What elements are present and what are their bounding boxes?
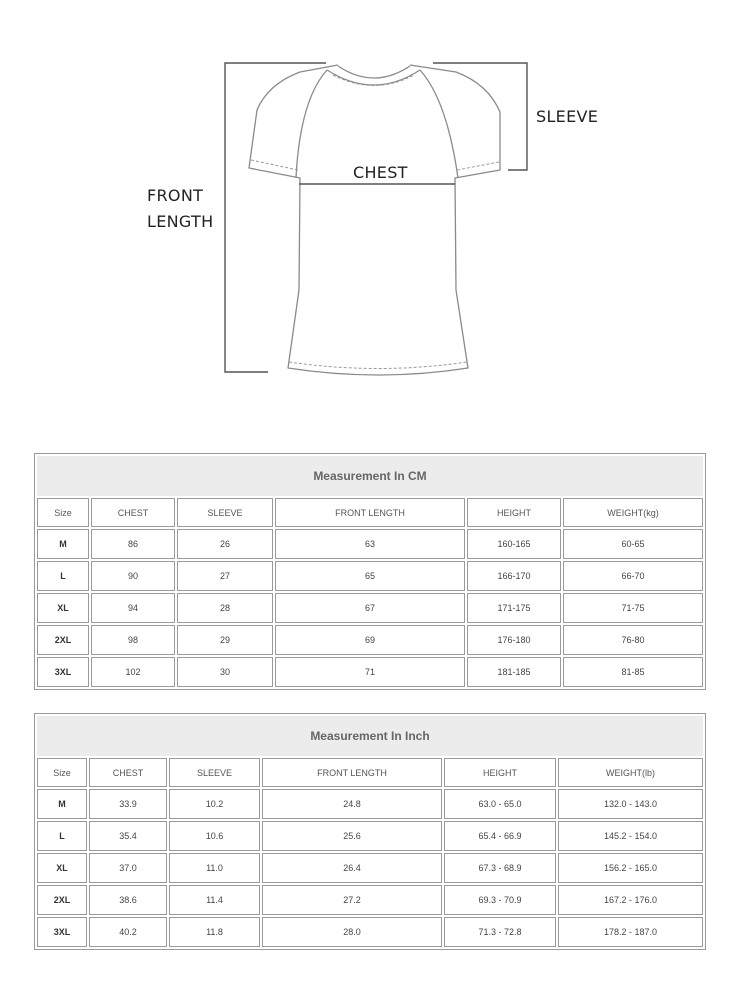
column-header: FRONT LENGTH [275,498,465,527]
table-cell: 11.8 [169,917,260,947]
front-length-label: FRONT LENGTH [147,186,214,231]
table-cell: 76-80 [563,625,703,655]
table-cell: 28 [177,593,273,623]
column-header: WEIGHT(kg) [563,498,703,527]
table-cell: 35.4 [89,821,167,851]
table-cell: 11.0 [169,853,260,883]
table-cell: 90 [91,561,175,591]
size-cell: L [37,561,89,591]
table-cell: 167.2 - 176.0 [558,885,703,915]
column-header: HEIGHT [467,498,561,527]
table-row [37,625,703,655]
table-row [37,657,703,687]
sleeve-label: SLEEVE [536,107,599,126]
table-cell: 33.9 [89,789,167,819]
column-header: CHEST [89,758,167,787]
table-cell: 176-180 [467,625,561,655]
chest-label: CHEST [353,163,408,182]
table-cell: 67.3 - 68.9 [444,853,556,883]
table-cell: 63.0 - 65.0 [444,789,556,819]
table-title: Measurement In CM [37,456,703,496]
table-cell: 60-65 [563,529,703,559]
table-cell: 69 [275,625,465,655]
size-cell: L [37,821,87,851]
column-header: WEIGHT(lb) [558,758,703,787]
table-cell: 10.6 [169,821,260,851]
table-cell: 86 [91,529,175,559]
table-cell: 63 [275,529,465,559]
table-cell: 178.2 - 187.0 [558,917,703,947]
table-cell: 132.0 - 143.0 [558,789,703,819]
table-cell: 10.2 [169,789,260,819]
size-cell: XL [37,853,87,883]
table-cell: 27 [177,561,273,591]
table-row [37,917,703,947]
size-table-cm [34,453,706,690]
table-title: Measurement In Inch [37,716,703,756]
size-cell: M [37,529,89,559]
table-cell: 28.0 [262,917,442,947]
table-cell: 160-165 [467,529,561,559]
table-cell: 37.0 [89,853,167,883]
table-cell: 40.2 [89,917,167,947]
table-header-row [37,758,703,787]
size-cell: 2XL [37,885,87,915]
column-header: SLEEVE [177,498,273,527]
table-cell: 156.2 - 165.0 [558,853,703,883]
table-row [37,821,703,851]
table-cell: 171-175 [467,593,561,623]
table-cell: 166-170 [467,561,561,591]
table-cell: 69.3 - 70.9 [444,885,556,915]
table-row [37,593,703,623]
size-table-inch [34,713,706,950]
table-cell: 65.4 - 66.9 [444,821,556,851]
table-cell: 145.2 - 154.0 [558,821,703,851]
table-cell: 24.8 [262,789,442,819]
table-header-row [37,498,703,527]
table-row [37,789,703,819]
table-row [37,561,703,591]
table-cell: 26 [177,529,273,559]
tshirt-outline-icon [0,0,750,400]
table-cell: 181-185 [467,657,561,687]
column-header: CHEST [91,498,175,527]
table-cell: 30 [177,657,273,687]
table-cell: 25.6 [262,821,442,851]
table-row [37,853,703,883]
table-cell: 29 [177,625,273,655]
size-cell: 3XL [37,657,89,687]
table-cell: 71-75 [563,593,703,623]
column-header: HEIGHT [444,758,556,787]
table-cell: 26.4 [262,853,442,883]
table-cell: 38.6 [89,885,167,915]
column-header: Size [37,758,87,787]
table-cell: 65 [275,561,465,591]
size-cell: 2XL [37,625,89,655]
column-header: FRONT LENGTH [262,758,442,787]
column-header: Size [37,498,89,527]
table-cell: 102 [91,657,175,687]
column-header: SLEEVE [169,758,260,787]
size-cell: M [37,789,87,819]
table-cell: 71 [275,657,465,687]
table-cell: 71.3 - 72.8 [444,917,556,947]
size-cell: XL [37,593,89,623]
table-cell: 11.4 [169,885,260,915]
table-cell: 67 [275,593,465,623]
table-cell: 94 [91,593,175,623]
tshirt-size-diagram [0,0,750,400]
table-row [37,885,703,915]
table-cell: 98 [91,625,175,655]
table-row [37,529,703,559]
table-cell: 81-85 [563,657,703,687]
table-cell: 66-70 [563,561,703,591]
table-cell: 27.2 [262,885,442,915]
size-cell: 3XL [37,917,87,947]
